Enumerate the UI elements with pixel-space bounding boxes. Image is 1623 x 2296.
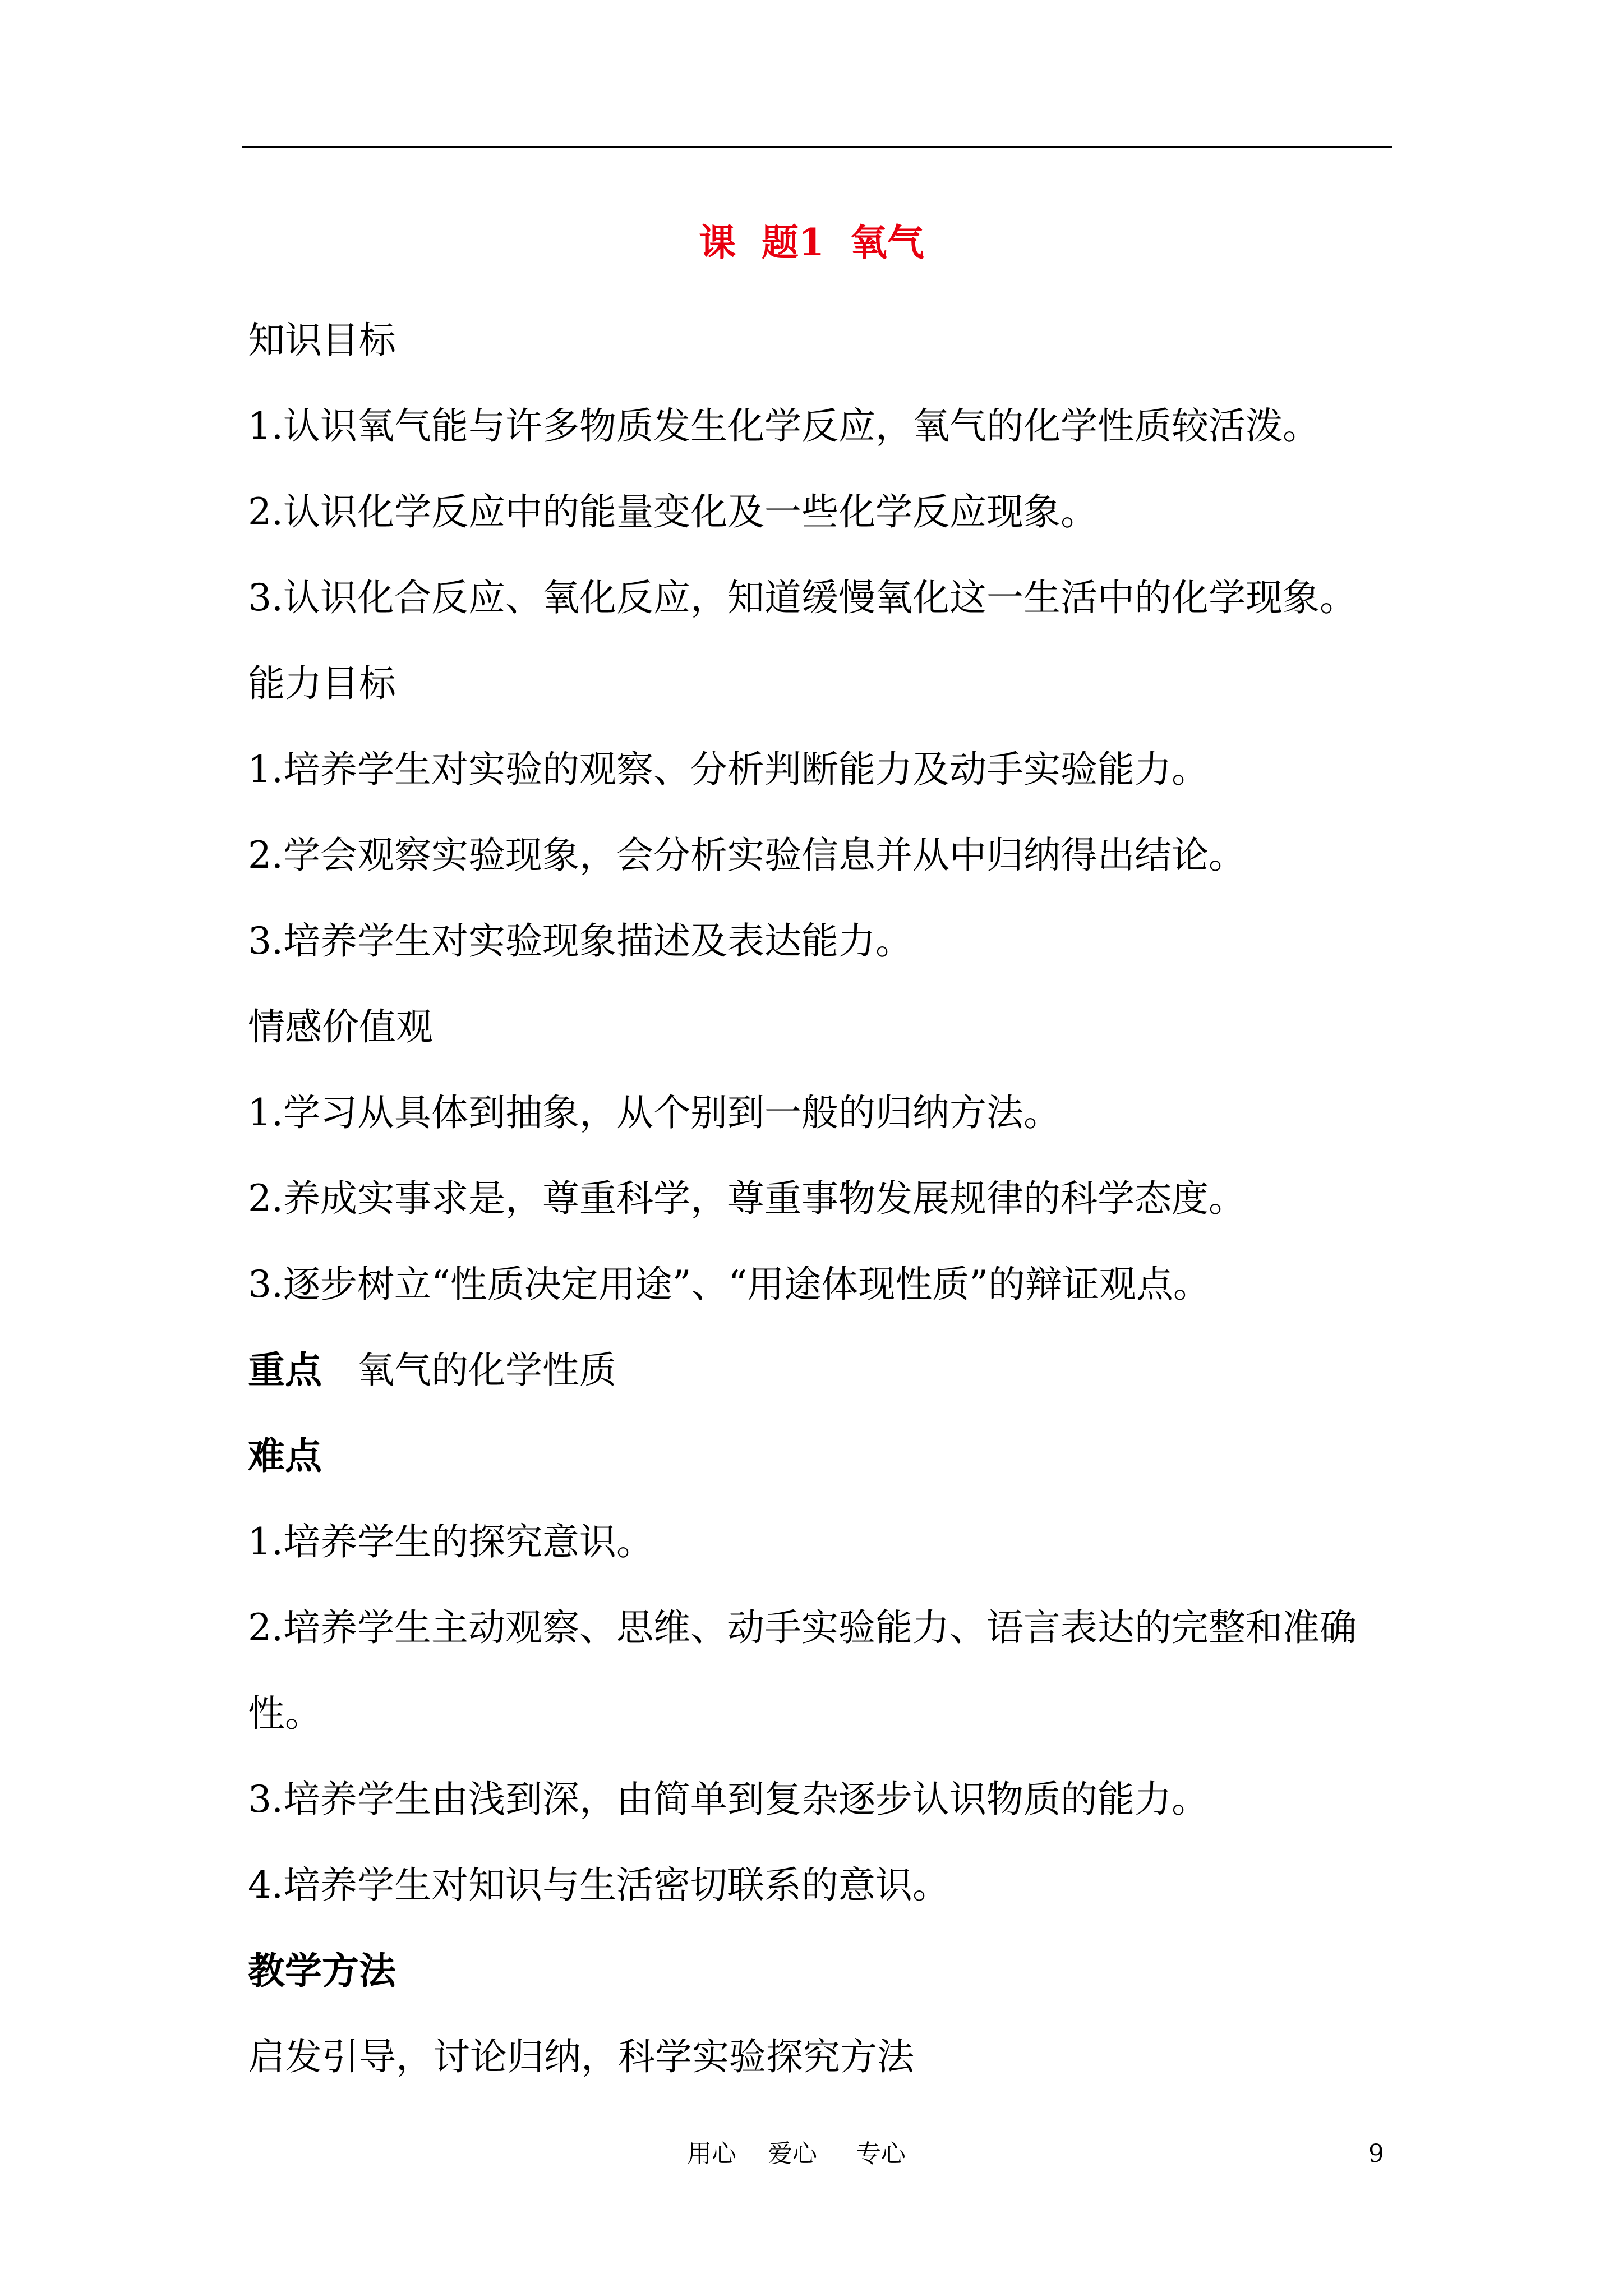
emotion-heading: 情感价值观: [248, 1005, 433, 1048]
knowledge-heading: 知识目标: [248, 319, 396, 362]
ability-heading: 能力目标: [248, 662, 396, 705]
emotion-item: 1.学习从具体到抽象，从个别到一般的归纳方法。: [248, 1091, 1061, 1134]
footer-motto: 用心 爱心 专心: [687, 2139, 906, 2168]
difficulty-item-continuation: 性。: [248, 1692, 322, 1735]
method-heading: 教学方法: [248, 1949, 396, 1993]
key-point-text: 氧气的化学性质: [357, 1349, 616, 1392]
key-point-label: 重点: [248, 1348, 322, 1392]
emotion-item: 3.逐步树立“性质决定用途”、“用途体现性质”的辩证观点。: [248, 1263, 1210, 1306]
emotion-item: 2.养成实事求是，尊重科学，尊重事物发展规律的科学态度。: [248, 1177, 1246, 1220]
difficulty-item: 3.培养学生由浅到深，由简单到复杂逐步认识物质的能力。: [248, 1778, 1209, 1821]
page-number: 9: [1368, 2139, 1384, 2168]
ability-item: 3.培养学生对实验现象描述及表达能力。: [248, 919, 912, 963]
difficulty-item: 4.培养学生对知识与生活密切联系的意识。: [248, 1864, 949, 1907]
key-point-line: [248, 1327, 1398, 1413]
knowledge-item: 3.认识化合反应、氧化反应，知道缓慢氧化这一生活中的化学现象。: [248, 576, 1357, 619]
ability-item: 2.学会观察实验现象，会分析实验信息并从中归纳得出结论。: [248, 834, 1246, 877]
method-text: 启发引导，讨论归纳，科学实验探究方法: [248, 2035, 914, 2078]
knowledge-item: 2.认识化学反应中的能量变化及一些化学反应现象。: [248, 490, 1098, 533]
difficulty-item: 2.培养学生主动观察、思维、动手实验能力、语言表达的完整和准确: [248, 1606, 1357, 1649]
knowledge-item: 1.认识氧气能与许多物质发生化学反应，氧气的化学性质较活泼。: [248, 404, 1320, 448]
ability-item: 1.培养学生对实验的观察、分析判断能力及动手实验能力。: [248, 748, 1209, 791]
lesson-content: [248, 297, 1398, 2100]
difficulty-item: 1.培养学生的探究意识。: [248, 1520, 653, 1563]
header-rule: [242, 146, 1392, 148]
difficulty-heading: 难点: [248, 1434, 322, 1478]
lesson-title: 课 题1 氧气: [699, 220, 924, 264]
